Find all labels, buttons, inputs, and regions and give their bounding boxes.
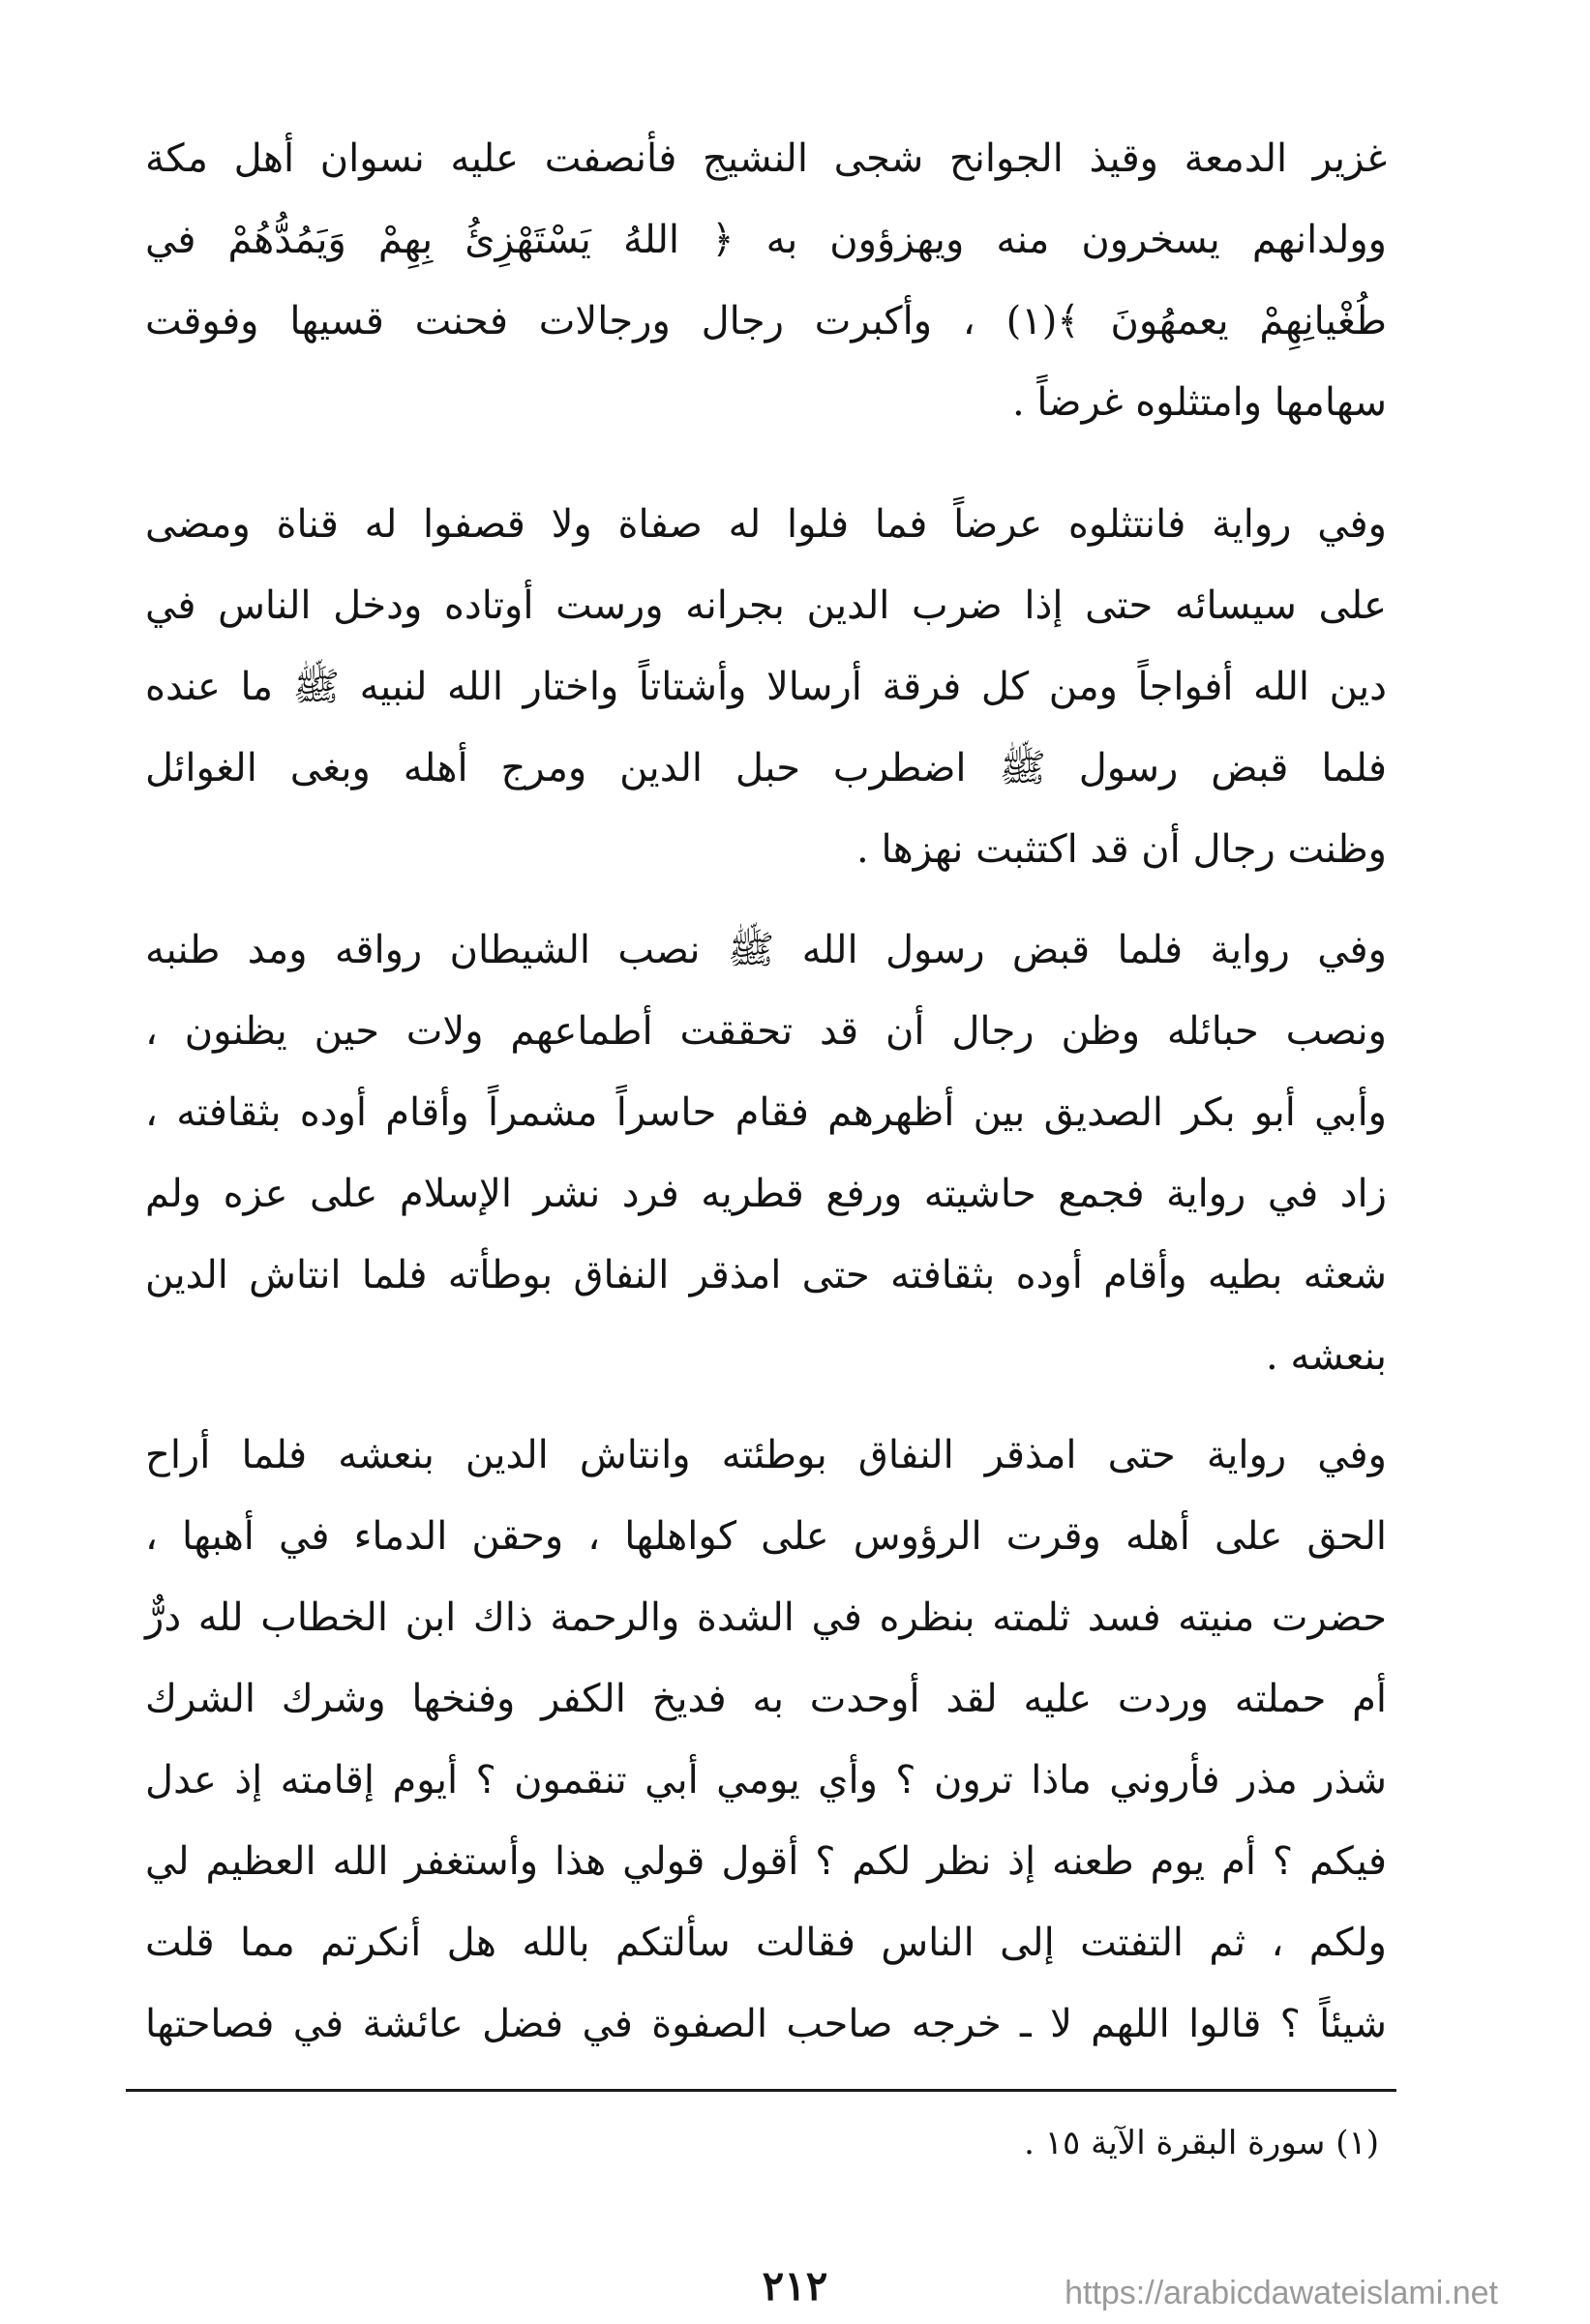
text-line: سهامها وامتثلوه غرضاً . bbox=[1011, 380, 1387, 425]
paragraph-3 bbox=[145, 909, 1387, 1397]
paragraph-1 bbox=[145, 118, 1387, 443]
text-line: على سيسائه حتى إذا ضرب الدين بجرانه ورست أوتاده ودخل الناس في bbox=[145, 583, 1387, 628]
text-line: ونصب حبائله وظن رجال أن قد تحققت أطماعهم ولات حين يظنون ، bbox=[145, 1009, 1387, 1054]
page-number: ٢١٢ bbox=[762, 2262, 828, 2309]
text-line: شيئاً ؟ قالوا اللهم لا ـ خرجه صاحب الصفوة في فضل عائشة في فصاحتها bbox=[145, 2002, 1387, 2046]
text-line: دين الله أفواجاً ومن كل فرقة أرسالا وأشتاتاً واختار الله لنبيه ﷺ ما عنده bbox=[145, 665, 1387, 709]
text-line: شذر مذر فأروني ماذا ترون ؟ وأي يومي أبي تنقمون ؟ أيوم إقامته إذ عدل bbox=[145, 1758, 1387, 1803]
paragraph-2 bbox=[145, 484, 1387, 890]
text-line: فلما قبض رسول ﷺ اضطرب حبل الدين ومرج أهله وبغى الغوائل bbox=[145, 746, 1387, 790]
text-line: وفي رواية حتى امذقر النفاق بوطئته وانتاش الدين بنعشه فلما أراح bbox=[145, 1433, 1387, 1477]
footnote: (١) سورة البقرة الآية ١٥ . bbox=[1024, 2124, 1379, 2162]
text-line: وفي رواية فانتثلوه عرضاً فما فلوا له صفاة ولا قصفوا له قناة ومضى bbox=[145, 502, 1387, 547]
text-line: فيكم ؟ أم يوم طعنه إذ نظر لكم ؟ أقول قولي هذا وأستغفر الله العظيم لي bbox=[145, 1839, 1387, 1884]
text-line: وظنت رجال أن قد اكتثبت نهزها . bbox=[856, 827, 1387, 872]
text-line: ولكم ، ثم التفتت إلى الناس فقالت سألتكم بالله هل أنكرتم مما قلت bbox=[145, 1921, 1387, 1965]
text-line: أم حملته وردت عليه لقد أوحدت به فديخ الكفر وفنخها وشرك الشرك bbox=[145, 1677, 1387, 1721]
text-line: طُغْيانِهِمْ يعمهُونَ ﴾(١) ، وأكبرت رجال ورجالات فحنت قسيها وفوقت bbox=[145, 299, 1388, 343]
text-line: زاد في رواية فجمع حاشيته ورفع قطريه فرد نشر الإسلام على عزه ولم bbox=[145, 1172, 1387, 1216]
text-line: شعثه بطيه وأقام أوده بثقافته حتى امذقر النفاق بوطأته فلما انتاش الدين bbox=[145, 1253, 1387, 1297]
paragraph-4 bbox=[145, 1415, 1387, 2065]
watermark-url: https://arabicdawateislami.net bbox=[1065, 2275, 1498, 2311]
text-line: وفي رواية فلما قبض رسول الله ﷺ نصب الشيطان رواقه ومد طنبه bbox=[145, 928, 1387, 972]
text-line: حضرت منيته فسد ثلمته بنظره في الشدة والرحمة ذاك ابن الخطاب لله درٌّ bbox=[145, 1595, 1387, 1640]
text-line: بنعشه . bbox=[1265, 1334, 1387, 1379]
text-line: وولدانهم يسخرون منه ويهزؤون به ﴿ اللهُ يَسْتَهْزِئُ بِهِمْ وَيَمُدُّهُمْ في bbox=[145, 218, 1387, 262]
text-line: وأبي أبو بكر الصديق بين أظهرهم فقام حاسراً مشمراً وأقام أوده بثقافته ، bbox=[145, 1090, 1387, 1135]
footnote-divider bbox=[126, 2089, 1396, 2092]
text-line: غزير الدمعة وقيذ الجوانح شجى النشيج فأنصفت عليه نسوان أهل مكة bbox=[145, 136, 1387, 181]
text-line: الحق على أهله وقرت الرؤوس على كواهلها ، وحقن الدماء في أهبها ، bbox=[145, 1514, 1387, 1559]
